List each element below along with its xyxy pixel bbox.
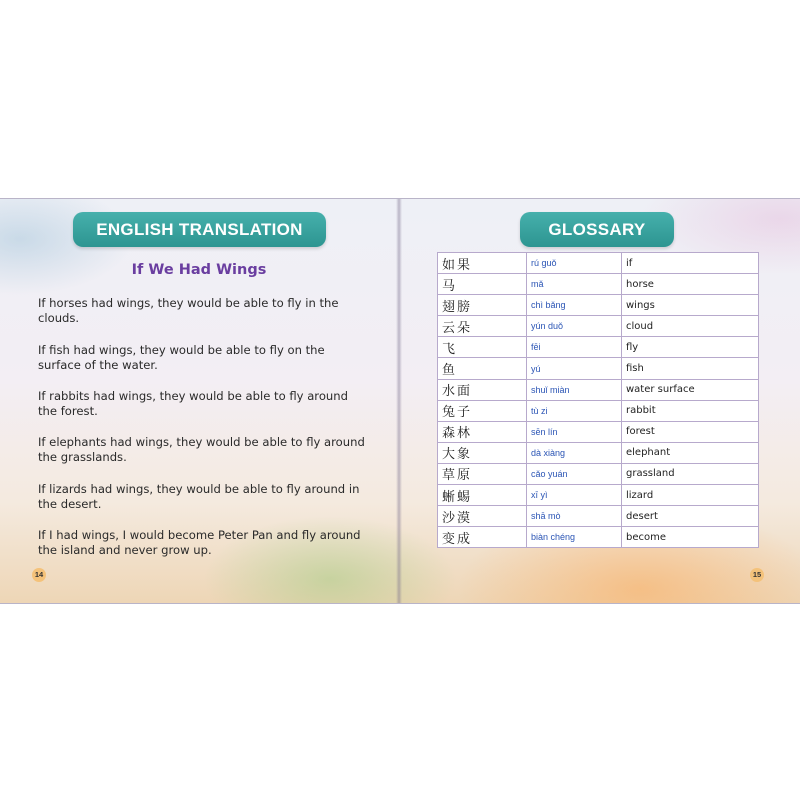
glossary-pinyin: fēi (527, 337, 622, 358)
glossary-pinyin: tù zi (527, 400, 622, 421)
glossary-row (438, 421, 759, 442)
glossary-pinyin: dà xiàng (527, 442, 622, 463)
glossary-hanzi: 蜥蜴 (438, 485, 527, 506)
glossary-hanzi: 兔子 (438, 400, 527, 421)
glossary-english: fish (622, 358, 759, 379)
paragraph-6: If I had wings, I would become Peter Pan and fly around the island and never grow up. (38, 528, 361, 557)
glossary-pinyin: shuǐ miàn (527, 379, 622, 400)
glossary-hanzi: 水面 (438, 379, 527, 400)
glossary-hanzi: 沙漠 (438, 506, 527, 527)
glossary-english: elephant (622, 442, 759, 463)
glossary-english: horse (622, 274, 759, 295)
glossary-english: water surface (622, 379, 759, 400)
glossary-pinyin: yú (527, 358, 622, 379)
glossary-pinyin: shā mò (527, 506, 622, 527)
glossary-banner: GLOSSARY (520, 212, 674, 247)
glossary-pinyin: rú guǒ (527, 253, 622, 274)
glossary-english: become (622, 527, 759, 548)
glossary-row (438, 442, 759, 463)
glossary-english: rabbit (622, 400, 759, 421)
paragraph-5: If lizards had wings, they would be able to fly around in the desert. (38, 482, 360, 511)
glossary-table (437, 252, 759, 548)
glossary-english: cloud (622, 316, 759, 337)
glossary-pinyin: cǎo yuán (527, 463, 622, 484)
glossary-english: if (622, 253, 759, 274)
glossary-hanzi: 草原 (438, 463, 527, 484)
glossary-row (438, 337, 759, 358)
glossary-row (438, 295, 759, 316)
glossary-english: forest (622, 421, 759, 442)
left-page (0, 199, 398, 603)
glossary-english: fly (622, 337, 759, 358)
glossary-row (438, 463, 759, 484)
glossary-pinyin: yún duǒ (527, 316, 622, 337)
glossary-hanzi: 马 (438, 274, 527, 295)
glossary-row (438, 527, 759, 548)
glossary-hanzi: 飞 (438, 337, 527, 358)
paragraph-2: If fish had wings, they would be able to fly on the surface of the water. (38, 343, 325, 372)
glossary-english: desert (622, 506, 759, 527)
glossary-english: grassland (622, 463, 759, 484)
glossary-hanzi: 云朵 (438, 316, 527, 337)
glossary-row (438, 253, 759, 274)
glossary-row (438, 400, 759, 421)
glossary-hanzi: 大象 (438, 442, 527, 463)
book-spread (0, 198, 800, 604)
glossary-pinyin: sēn lín (527, 421, 622, 442)
paragraph-4: If elephants had wings, they would be able to fly around the grasslands. (38, 435, 365, 464)
glossary-pinyin: chì bǎng (527, 295, 622, 316)
glossary-pinyin: xī yì (527, 485, 622, 506)
glossary-english: wings (622, 295, 759, 316)
glossary-pinyin: biàn chéng (527, 527, 622, 548)
glossary-row (438, 358, 759, 379)
paragraph-1: If horses had wings, they would be able to fly in the clouds. (38, 296, 339, 325)
glossary-hanzi: 如果 (438, 253, 527, 274)
glossary-pinyin: mǎ (527, 274, 622, 295)
glossary-row (438, 274, 759, 295)
glossary-hanzi: 森林 (438, 421, 527, 442)
glossary-row (438, 485, 759, 506)
glossary-hanzi: 翅膀 (438, 295, 527, 316)
right-page (400, 199, 800, 603)
glossary-row (438, 379, 759, 400)
page-number-right: 15 (750, 568, 764, 582)
glossary-row (438, 316, 759, 337)
glossary-hanzi: 鱼 (438, 358, 527, 379)
page-number-left: 14 (32, 568, 46, 582)
glossary-row (438, 506, 759, 527)
glossary-english: lizard (622, 485, 759, 506)
glossary-hanzi: 变成 (438, 527, 527, 548)
story-title: If We Had Wings (131, 262, 267, 278)
english-translation-banner: ENGLISH TRANSLATION (73, 212, 326, 247)
paragraph-3: If rabbits had wings, they would be able to fly around the forest. (38, 389, 348, 418)
